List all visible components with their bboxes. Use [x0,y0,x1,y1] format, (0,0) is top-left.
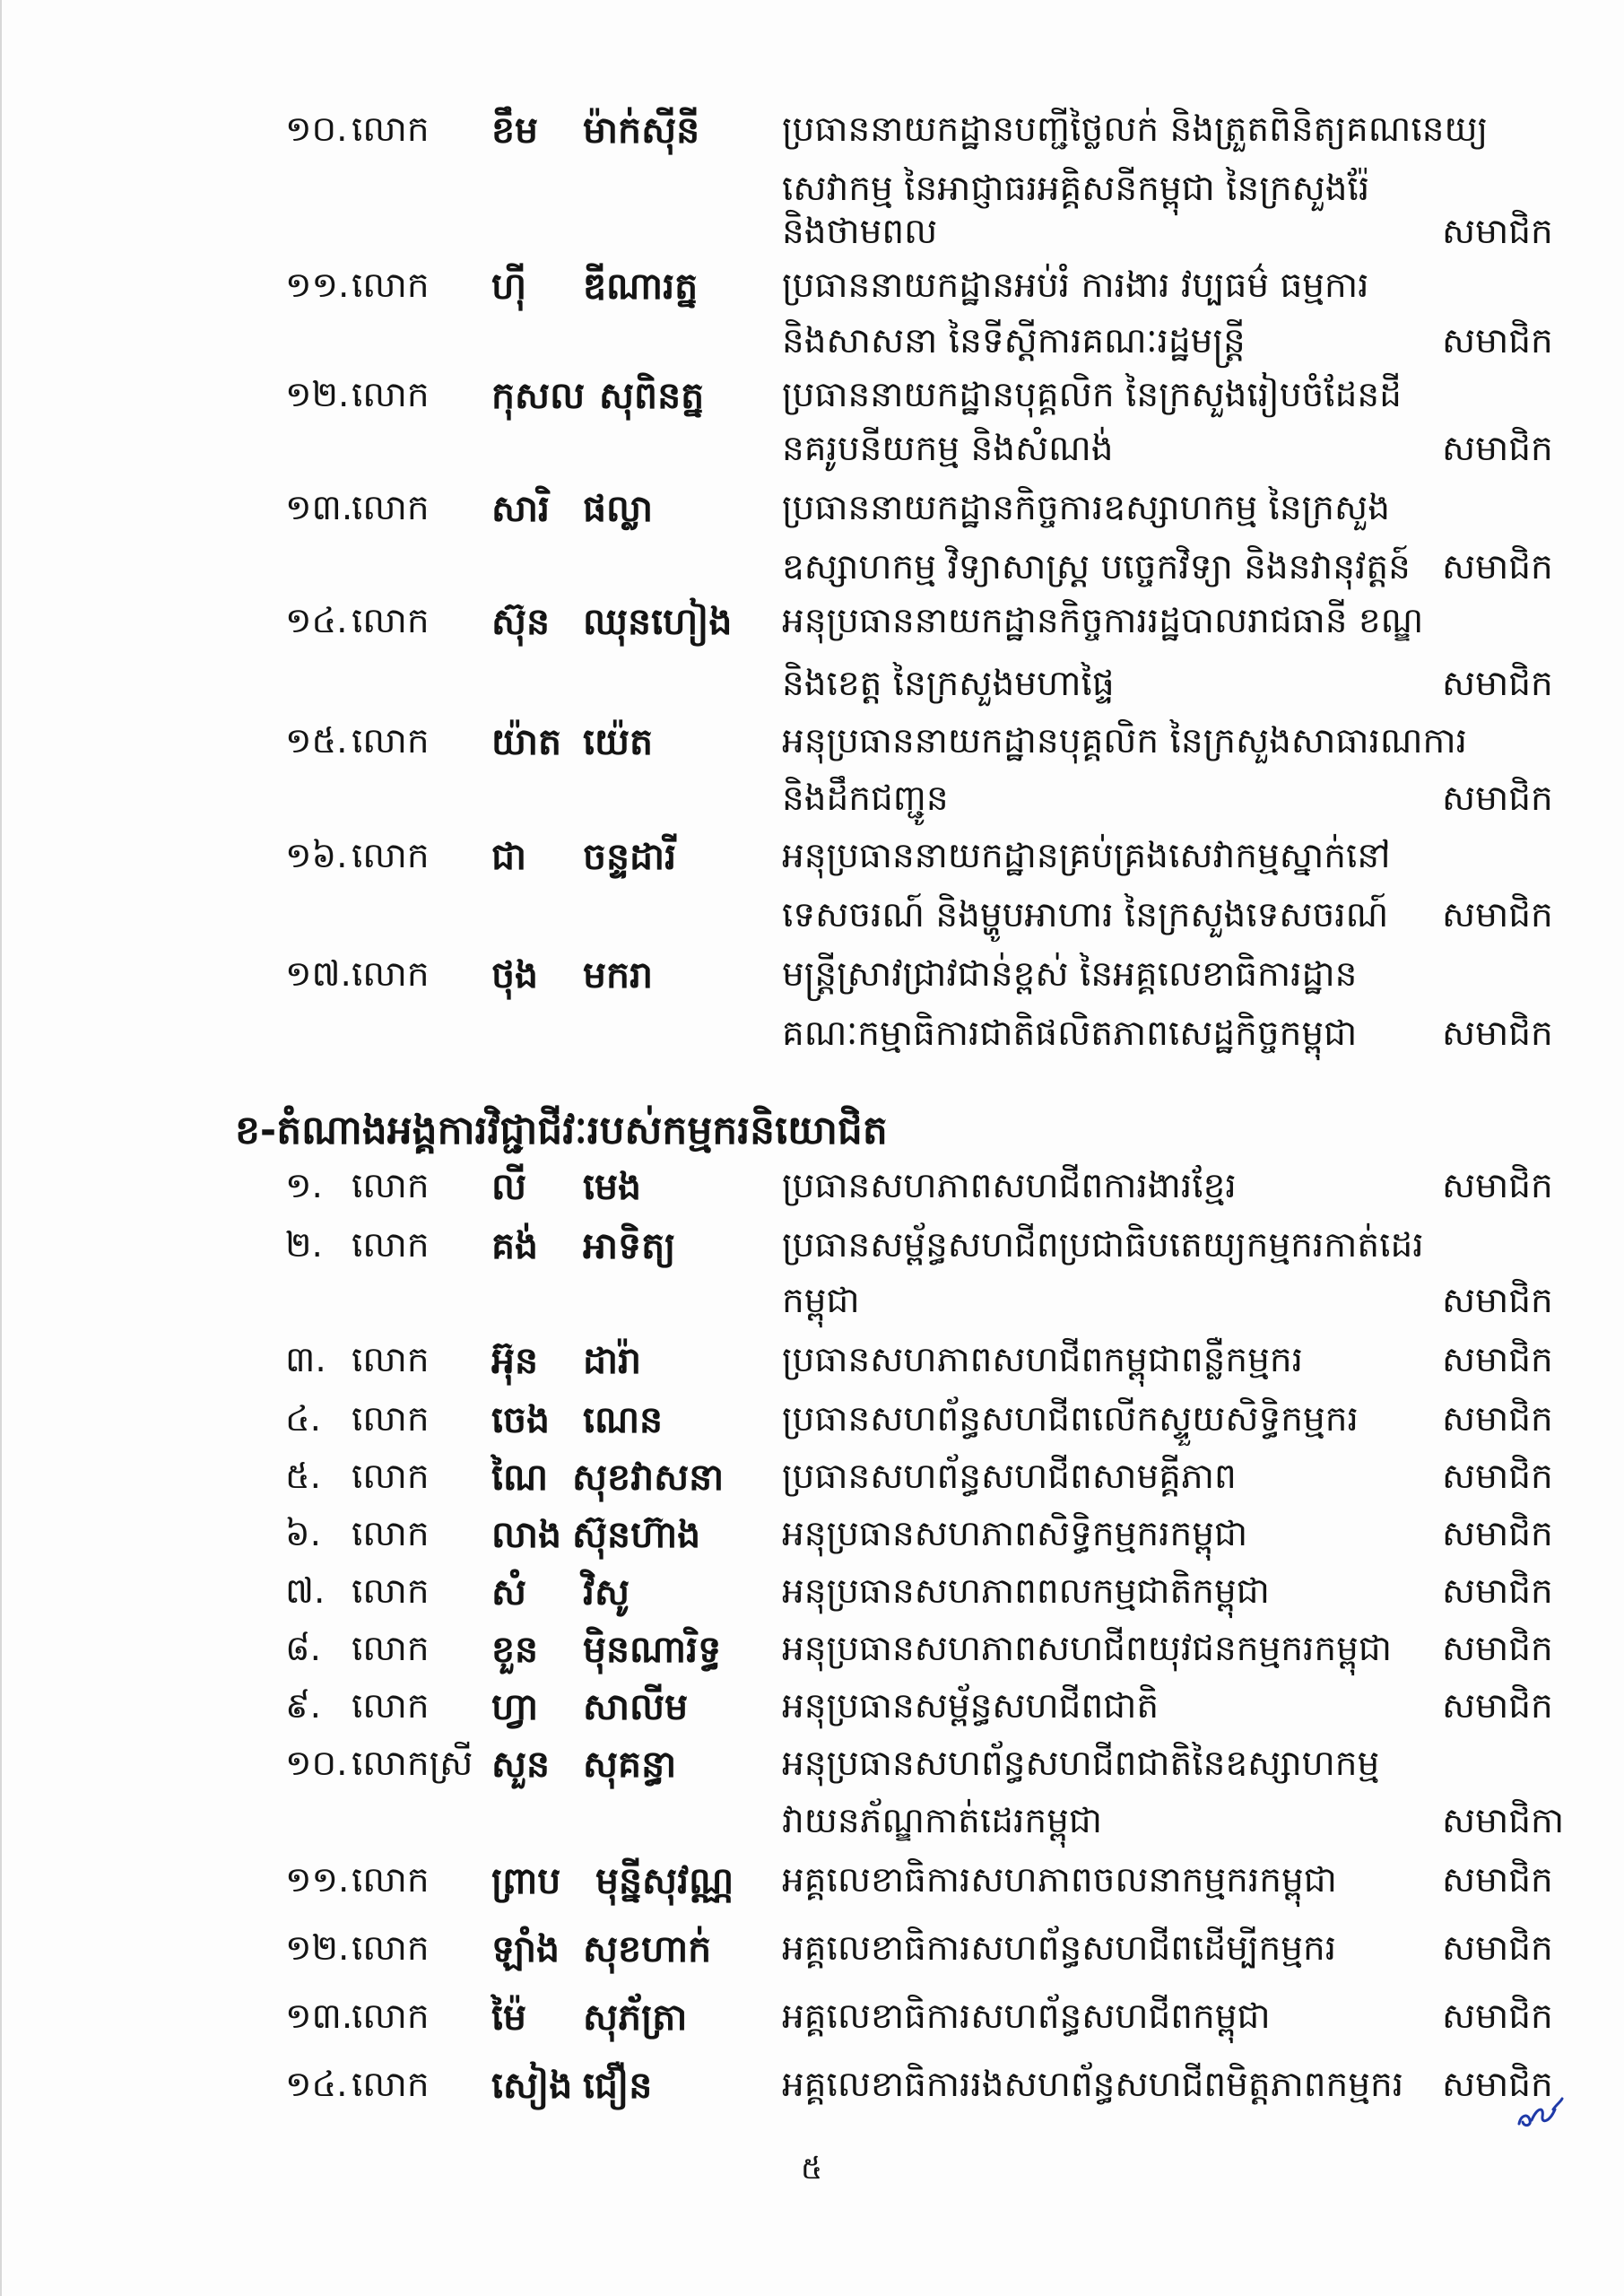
list-item [0,712,1624,771]
member-role: សមាជិកា [1442,1801,1565,1841]
surname: ណៃ [491,1456,549,1499]
item-number: ៣. [285,1340,326,1380]
given-name: ជឿន [583,2064,653,2107]
list-item [0,1987,1624,2047]
list-item [0,1331,1624,1390]
given-name: សុគន្ធា [583,1743,677,1786]
member-role: សមាជិក [1442,1281,1553,1321]
given-name: ផល្លា [583,487,654,530]
honorific: លោក [352,1629,430,1669]
member-role: សមាជិក [1442,1399,1553,1439]
surname: ខួន [491,1628,539,1671]
given-name: ចន្ទដារី [583,835,677,878]
list-item [0,1505,1624,1564]
list-item [0,2056,1624,2115]
item-number: ១២. [285,375,350,415]
list-item [0,827,1624,886]
honorific: លោក [352,1928,430,1969]
given-name: មករា [583,953,654,996]
item-number: ១០. [285,109,348,150]
list-item [0,1390,1624,1449]
list-item [0,1157,1624,1216]
list-item-continued [0,203,1624,262]
surname: ខឹម [491,109,539,152]
surname: សារិ [491,487,551,530]
honorific: លោក [352,1340,430,1380]
member-role: សមាជិក [1442,1514,1553,1554]
item-number: ១៤. [285,601,348,641]
position-line: អនុប្រធានសម្ព័ន្ធសហជីពជាតិ [782,1686,1159,1726]
given-name: សុពិនត្ន [599,374,705,417]
surname: ចេង [491,1398,551,1441]
position-line: និងថាមពល [782,212,938,252]
honorific: លោក [352,836,430,876]
given-name: ម៉ាក់ស៊ីនី [583,109,700,152]
member-role: សមាជិក [1442,321,1553,361]
list-item [0,100,1624,160]
honorific: លោក [352,2065,430,2105]
member-role: សមាជិក [1442,1340,1553,1380]
list-item [0,1216,1624,1275]
surname: ម៉ៃ [491,1996,527,2039]
surname: សួន [491,1743,551,1786]
honorific: លោក [352,954,430,995]
item-number: ៧. [285,1571,326,1612]
list-item-continued [0,1792,1624,1851]
honorific: លោក [352,1457,430,1497]
given-name: សុខហាក់ [583,1927,712,1970]
member-role: សមាជិក [1442,778,1553,819]
list-item [0,592,1624,651]
member-role: សមាជិក [1442,1629,1553,1669]
honorific: លោក [352,109,430,150]
surname: លី [491,1165,527,1208]
surname: ហ្វា [491,1685,539,1728]
position-line: អនុប្រធានសហភាពសហជីពយុវជនកម្មករកម្ពុជា [782,1629,1393,1669]
member-role: សមាជិក [1442,212,1553,252]
list-item-continued [0,655,1624,714]
given-name: សុខវាសនា [572,1456,725,1499]
list-item [0,1448,1624,1507]
surname: ជា [491,835,527,878]
position-line: នគរូបនីយកម្ម និងសំណង់ [782,429,1114,469]
item-number: ៨. [285,1629,322,1669]
position-line: អនុប្រធាននាយកដ្ឋានគ្រប់គ្រងសេវាកម្មស្នាក់នៅ [782,836,1391,876]
member-role: សមាជិក [1442,1928,1553,1969]
surname: កុសល [491,374,586,417]
list-item-continued [0,770,1624,829]
position-line: ទេសចរណ៍ និងម្ហូបអាហារ នៃក្រសួងទេសចរណ៍ [782,895,1389,935]
member-role: សមាជិក [1442,429,1553,469]
item-number: ៥. [285,1457,322,1497]
honorific: លោក [352,1514,430,1554]
member-role: សមាជិក [1442,1166,1553,1206]
item-number: ១៥. [285,721,348,761]
list-item-continued [0,886,1624,945]
member-role: សមាជិក [1442,1013,1553,1054]
position-line: កម្ពុជា [782,1281,860,1321]
member-role: សមាជិក [1442,547,1553,587]
position-line: ប្រធាននាយកដ្ឋានអប់រំ ការងារ វប្បធម៌ ធម្មការ [782,265,1369,306]
given-name: យ៉េត [583,720,654,763]
item-number: ៦. [285,1514,322,1554]
list-item [0,1677,1624,1736]
position-line: និងដឹកជញ្ជូន [782,778,949,819]
given-name: ស៊ុនហ៊ាង [572,1513,701,1556]
position-line: មន្ត្រីស្រាវជ្រាវជាន់ខ្ពស់ នៃអគ្គលេខាធិការដ្ឋាន [782,954,1358,995]
honorific: លោក [352,1860,430,1900]
given-name: ឌីណារត្ន [583,265,699,308]
position-line: និងសាសនា នៃទីស្តីការគណៈរដ្ឋមន្ត្រី [782,321,1246,361]
member-role: សមាជិក [1442,2065,1553,2105]
item-number: ១០. [285,1744,348,1784]
honorific: លោក [352,1166,430,1206]
surname: លាង [491,1513,562,1556]
list-item [0,1735,1624,1794]
surname: ថុង [491,953,539,996]
surname: សៀង [491,2064,573,2107]
position-line: អគ្គលេខាធិការសហព័ន្ធសហជីពកម្ពុជា [782,1996,1271,2037]
item-number: ១១. [285,1860,350,1900]
list-item-continued [0,1272,1624,1331]
position-line: ប្រធានសហភាពសហជីពកម្ពុជាពន្លឺកម្មករ [782,1340,1304,1380]
list-item [0,945,1624,1004]
honorific: លោក [352,375,430,415]
honorific: លោក [352,721,430,761]
honorific: លោក [352,601,430,641]
surname: គង់ [491,1224,539,1267]
honorific: លោក [352,1225,430,1265]
given-name: ម៉ិនណារិទ្ធ [583,1628,722,1671]
member-role: សមាជិក [1442,1860,1553,1900]
surname: ឡាំង [491,1927,560,1970]
list-item [0,1562,1624,1622]
list-item [0,366,1624,425]
given-name: សាលីម [583,1685,689,1728]
position-line: អគ្គលេខាធិការសហភាពចលនាកម្មករកម្ពុជា [782,1860,1337,1900]
item-number: ១៣. [285,488,353,528]
position-line: អគ្គលេខាធិការសហព័ន្ធសហជីពដើម្បីកម្មករ [782,1928,1337,1969]
position-line: វាយនភ័ណ្ឌកាត់ដេរកម្ពុជា [782,1801,1103,1841]
position-line: អគ្គលេខាធិការរងសហព័ន្ធសហជីពមិត្តភាពកម្មករ [782,2065,1404,2105]
position-line: អនុប្រធាននាយកដ្ឋានបុគ្គលិក នៃក្រសួងសាធារណការ [782,721,1468,761]
item-number: ២. [285,1225,323,1265]
member-role: សមាជិក [1442,1457,1553,1497]
item-number: ៩. [285,1686,322,1726]
honorific: លោក [352,488,430,528]
honorific: លោកស្រី [352,1744,473,1784]
given-name: វិសូ [583,1570,630,1613]
member-role: សមាជិក [1442,664,1553,704]
position-line: ប្រធានសម្ព័ន្ធសហជីពប្រជាធិបតេយ្យកម្មករកាត់ដេរ [782,1225,1424,1265]
honorific: លោក [352,265,430,306]
position-line: ប្រធាននាយកដ្ឋានបុគ្គលិក នៃក្រសួងរៀបចំដែនដី [782,375,1402,415]
given-name: មុន្នីសុវណ្ណ [595,1859,734,1902]
item-number: ១. [285,1166,323,1206]
surname: យ៉ាត [491,720,562,763]
honorific: លោក [352,1686,430,1726]
item-number: ១២. [285,1928,350,1969]
section-heading: ខ-តំណាងអង្គការវិជ្ជាជីវៈរបស់កម្មករនិយោជិត [235,1108,888,1153]
position-line: អនុប្រធានសហភាពសិទ្ធិកម្មករកម្ពុជា [782,1514,1248,1554]
position-line: ប្រធានសហភាពសហជីពការងារខ្មែរ [782,1166,1237,1206]
honorific: លោក [352,1571,430,1612]
position-line: ប្រធាននាយកដ្ឋានបញ្ជីថ្លៃលក់ និងត្រួតពិនិត្យគណនេយ្យ [782,109,1489,150]
surname: អ៊ុន [491,1339,539,1382]
member-role: សមាជិក [1442,895,1553,935]
page-number: ៥ [800,2151,823,2187]
member-role: សមាជិក [1442,1571,1553,1612]
member-role: សមាជិក [1442,1686,1553,1726]
position-line: និងខេត្ត នៃក្រសួងមហាផ្ទៃ [782,664,1115,704]
item-number: ១៤. [285,2065,348,2105]
item-number: ១៣. [285,1996,353,2037]
position-line: ប្រធានសហព័ន្ធសហជីពលើកស្ទួយសិទ្ធិកម្មករ [782,1399,1359,1439]
given-name: ឈុនហៀង [583,600,733,643]
item-number: ១៧. [285,954,352,995]
position-line: អនុប្រធានសហព័ន្ធសហជីពជាតិនៃឧស្សាហកម្ម [782,1744,1380,1784]
given-name: ដារ៉ា [583,1339,642,1382]
given-name: ណេន [583,1398,664,1441]
position-line: អនុប្រធាននាយកដ្ឋានកិច្ចការរដ្ឋបាលរាជធានី ខណ្ឌ [782,601,1424,641]
list-item-continued [0,1004,1624,1064]
list-item [0,1620,1624,1679]
list-item [0,1919,1624,1979]
list-item [0,257,1624,316]
surname: ព្រាប [491,1859,561,1902]
list-item-continued [0,538,1624,597]
handwritten-initials-mark [1512,2090,1566,2135]
surname: សំ [491,1570,527,1613]
position-line: ប្រធានសហព័ន្ធសហជីពសាមគ្គីភាព [782,1457,1237,1497]
list-item-continued [0,420,1624,479]
position-line: សេវាកម្ម នៃអាជ្ញាធរអគ្គិសនីកម្ពុជា នៃក្រសួងរ៉ែ [782,169,1370,209]
position-line: អនុប្រធានសហភាពពលកម្មជាតិកម្ពុជា [782,1571,1270,1612]
honorific: លោក [352,1399,430,1439]
item-number: ១១. [285,265,350,306]
list-item [0,1851,1624,1910]
surname: ហ៊ី [491,265,527,308]
honorific: លោក [352,1996,430,2037]
member-role: សមាជិក [1442,1996,1553,2037]
given-name: មេង [583,1165,642,1208]
list-item [0,479,1624,538]
item-number: ១៦. [285,836,348,876]
surname: ស៊ុន [491,600,551,643]
item-number: ៤. [285,1399,322,1439]
given-name: អាទិត្យ [583,1224,676,1267]
position-line: ប្រធាននាយកដ្ឋានកិច្ចការឧស្សាហកម្ម នៃក្រសួង [782,488,1390,528]
position-line: គណៈកម្មាធិការជាតិផលិតភាពសេដ្ឋកិច្ចកម្ពុជា [782,1013,1358,1054]
position-line: ឧស្សាហកម្ម វិទ្យាសាស្ត្រ បច្ចេកវិទ្យា និងនវានុវត្តន៍ [782,547,1411,587]
list-item-continued [0,312,1624,371]
given-name: សុភ័ត្រា [583,1996,688,2039]
